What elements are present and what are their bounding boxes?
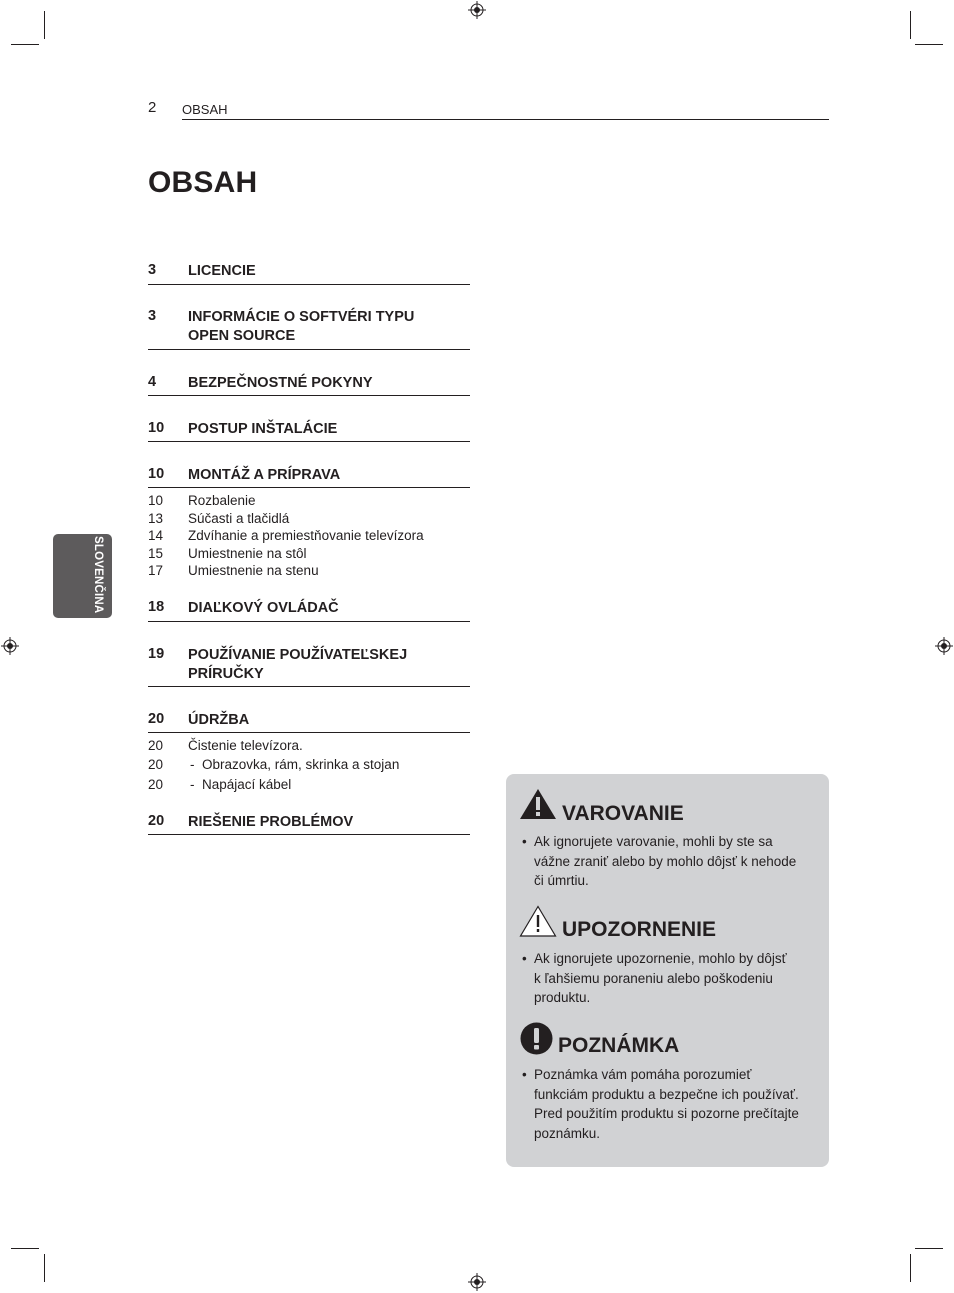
crop-mark [11,44,39,45]
toc-page: 20 [148,711,165,727]
toc-title: ÚDRŽBA [188,712,250,728]
toc-title: RIEŠENIE PROBLÉMOV [188,814,354,830]
toc-page: 14 [148,528,164,543]
toc-page: 20 [148,757,164,772]
registration-mark-icon [935,637,953,655]
text-line: Pred použitím produktu si pozorne prečítajte [534,1106,799,1121]
toc-title: LICENCIE [188,263,256,279]
note-heading: POZNÁMKA [558,1034,680,1057]
toc-page: 10 [148,466,165,482]
toc-page: 3 [148,262,157,278]
crop-mark [44,1254,45,1282]
registration-mark-icon [1,637,19,655]
toc-title [188,646,470,684]
toc-page: 10 [148,420,165,436]
toc-page: 3 [148,308,157,324]
page-number: 2 [148,99,157,116]
note-icon [520,1022,553,1055]
text-line: Ak ignorujete upozornenie, mohlo by dôjsť [534,951,787,966]
toc-entry-dialkovy[interactable] [148,599,470,622]
toc-title: Rozbalenie [188,493,256,508]
toc-title: Napájací kábel [202,777,292,792]
toc-entry-riesenie[interactable] [148,813,470,835]
text-line: poznámku. [534,1125,601,1141]
toc-title: DIAĽKOVÝ OVLÁDAČ [188,600,339,616]
crop-mark [915,44,943,45]
toc-title-line: INFORMÁCIE O SOFTVÉRI TYPU [188,309,415,325]
crop-mark [910,1254,911,1282]
toc-page: 13 [148,511,164,526]
toc-page: 4 [148,374,157,390]
toc-entry-postup[interactable] [148,420,470,442]
toc-title: Umiestnenie na stenu [188,563,319,578]
toc-page: 15 [148,546,164,561]
toc-page: 20 [148,813,165,829]
bullet: • [522,834,527,849]
toc-page: 10 [148,493,164,508]
toc-entry-montaz[interactable] [148,466,470,488]
language-tab-label: SLOVENČINA [92,536,104,614]
caution-text [534,949,820,1008]
toc-dash: - [190,757,195,772]
text-line: či úmrtiu. [534,873,589,888]
toc-dash: - [190,777,195,792]
crop-mark [44,11,45,39]
toc-title: Zdvíhanie a premiestňovanie televízora [188,528,424,543]
toc-page: 20 [148,738,164,753]
toc-entry-licencie[interactable] [148,262,470,285]
registration-mark-icon [468,1,486,19]
caution-heading: UPOZORNENIE [562,918,717,941]
crop-mark [910,11,911,39]
toc-entry-open-source[interactable] [148,308,470,350]
toc-page: 20 [148,777,164,792]
page-title: OBSAH [148,166,258,199]
toc-title [188,308,470,346]
toc-page: 18 [148,599,165,615]
toc-title: Čistenie televízora. [188,738,303,753]
toc-entry-udrzba[interactable] [148,711,470,733]
toc-title: Obrazovka, rám, skrinka a stojan [202,757,400,772]
text-line: vážne zraniť alebo by mohlo dôjsť k nehode [534,853,797,869]
toc-title-line: OPEN SOURCE [188,328,296,344]
crop-mark [11,1248,39,1249]
caution-icon [519,905,557,937]
warning-text [534,832,820,891]
toc-title-line: PRÍRUČKY [188,666,264,682]
toc-page: 17 [148,563,164,578]
toc-entry-bezpecnost[interactable] [148,374,470,396]
toc-title-line: POUŽÍVANIE POUŽÍVATEĽSKEJ [188,647,408,663]
warning-icon [519,788,557,820]
toc-title: Súčasti a tlačidlá [188,511,290,526]
running-header: OBSAH [182,102,228,117]
header-rule [182,119,829,120]
toc-title: BEZPEČNOSTNÉ POKYNY [188,375,373,391]
text-line: Ak ignorujete varovanie, mohli by ste sa [534,834,773,849]
note-text [534,1065,820,1143]
toc-page: 19 [148,646,165,662]
toc-title: Umiestnenie na stôl [188,546,307,561]
text-line: k ľahšiemu poraneniu alebo poškodeniu [534,970,773,986]
warning-heading: VAROVANIE [562,802,684,825]
registration-mark-icon [468,1273,486,1291]
text-line: Poznámka vám pomáha porozumieť [534,1067,752,1082]
toc-title: MONTÁŽ A PRÍPRAVA [188,467,341,483]
toc-entry-prirucka[interactable] [148,646,470,687]
toc-title: POSTUP INŠTALÁCIE [188,421,338,437]
text-line: produktu. [534,990,591,1005]
bullet: • [522,951,527,966]
text-line: funkciám produktu a bezpečne ich používať. [534,1086,799,1102]
crop-mark [915,1248,943,1249]
bullet: • [522,1067,527,1082]
